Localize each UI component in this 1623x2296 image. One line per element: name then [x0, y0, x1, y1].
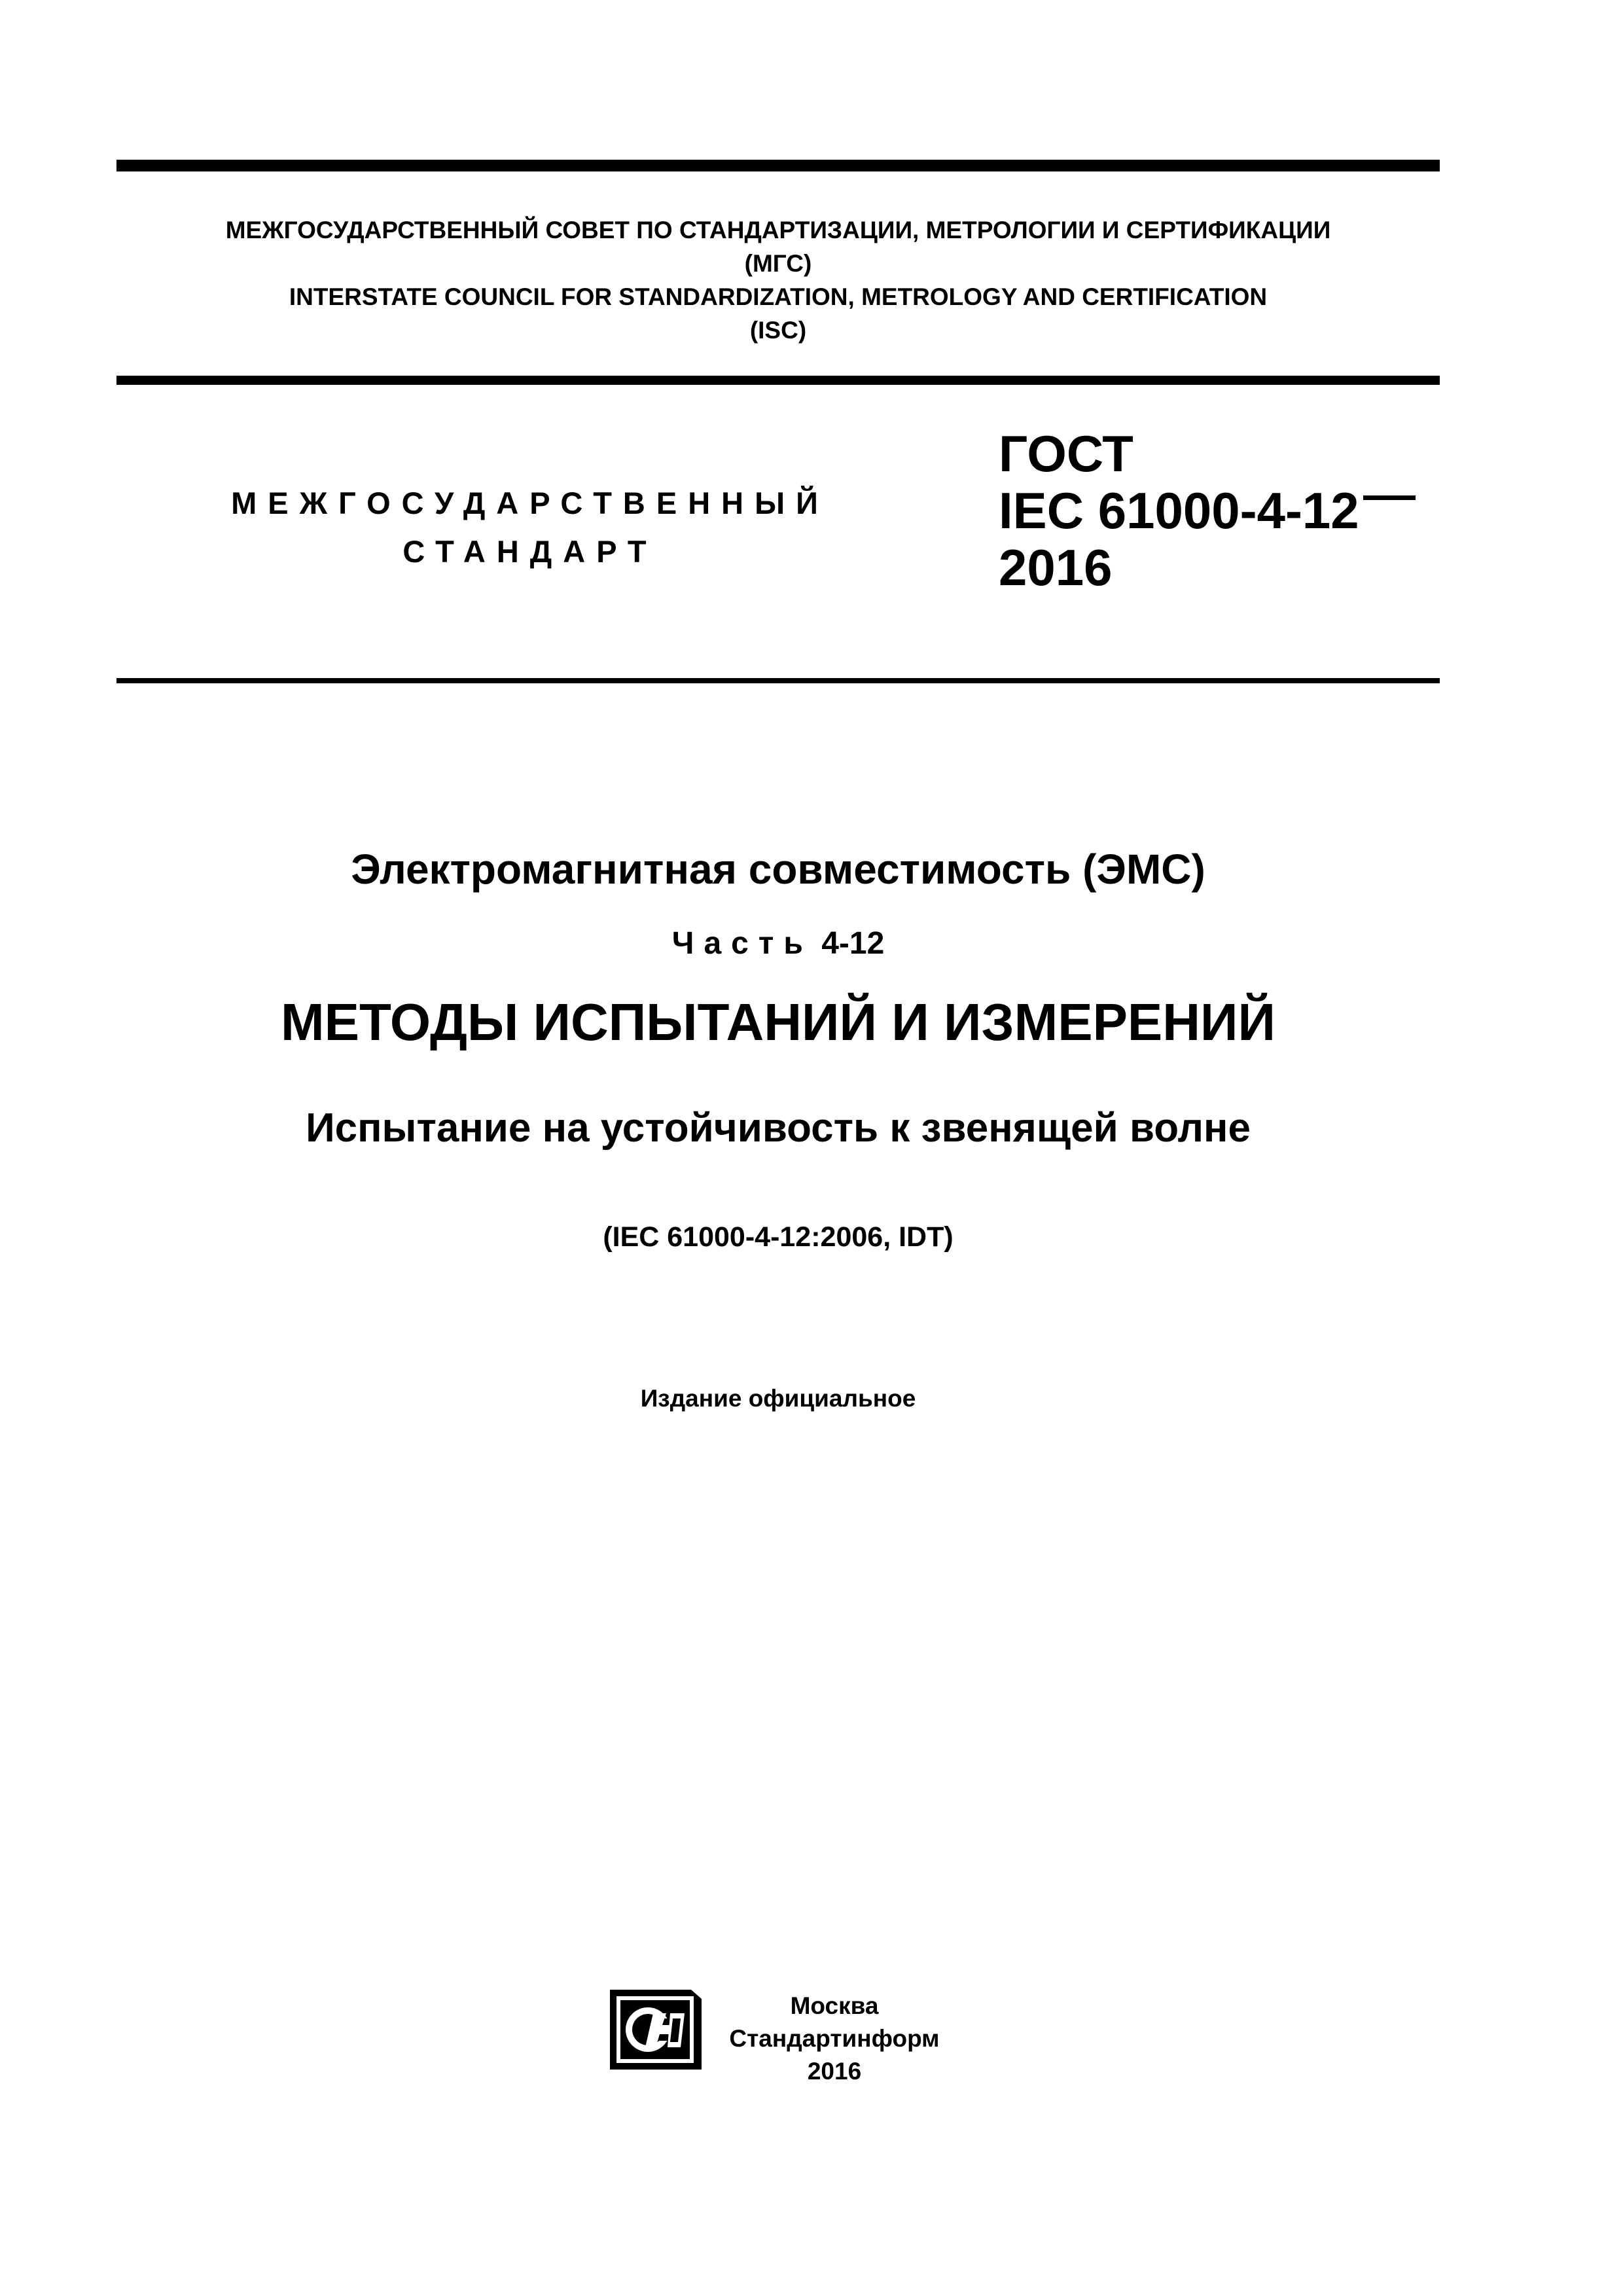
part-word: Часть: [671, 926, 813, 961]
publisher-year: 2016: [807, 2058, 862, 2085]
lower-rule: [116, 678, 1440, 683]
middle-rule: [116, 376, 1440, 385]
publisher-block: [720, 1990, 949, 2088]
council-abbr-en: (ISC): [749, 317, 807, 344]
iec-reference: (IEC 61000-4-12:2006, IDT): [603, 1221, 954, 1253]
standard-type-line1: МЕЖГОСУДАРСТВЕННЫЙ: [231, 486, 829, 520]
publisher-name: Стандартинформ: [729, 2025, 940, 2052]
edition-note: Издание официальное: [640, 1385, 916, 1412]
council-abbr-ru: (МГС): [744, 250, 812, 277]
part-number: 4-12: [821, 926, 885, 961]
gost-number: IEC 61000-4-12: [999, 482, 1359, 539]
methods-title: МЕТОДЫ ИСПЫТАНИЙ И ИЗМЕРЕНИЙ: [280, 993, 1276, 1051]
gost-year: 2016: [999, 539, 1113, 596]
gost-designation: [999, 425, 1416, 596]
standartinform-logo-icon: [607, 1987, 704, 2072]
part-line: [116, 924, 1440, 963]
document-title: Электромагнитная совместимость (ЭМС): [351, 846, 1205, 893]
council-name-ru: МЕЖГОСУДАРСТВЕННЫЙ СОВЕТ ПО СТАНДАРТИЗАЦИИ, МЕТРОЛОГИИ И СЕРТИФИКАЦИИ: [225, 217, 1331, 243]
em-dash: [1363, 495, 1416, 500]
gost-number-line: [999, 482, 1416, 539]
council-header: [116, 213, 1440, 347]
top-rule: [116, 160, 1440, 171]
gost-word: ГОСТ: [999, 425, 1133, 482]
test-subtitle: Испытание на устойчивость к звенящей волне: [306, 1105, 1251, 1151]
publisher-city: Москва: [790, 1992, 879, 2019]
council-name-en: INTERSTATE COUNCIL FOR STANDARDIZATION, METROLOGY AND CERTIFICATION: [289, 283, 1268, 310]
standard-type-line2: СТАНДАРТ: [402, 534, 658, 569]
standard-type-label: [216, 479, 844, 576]
